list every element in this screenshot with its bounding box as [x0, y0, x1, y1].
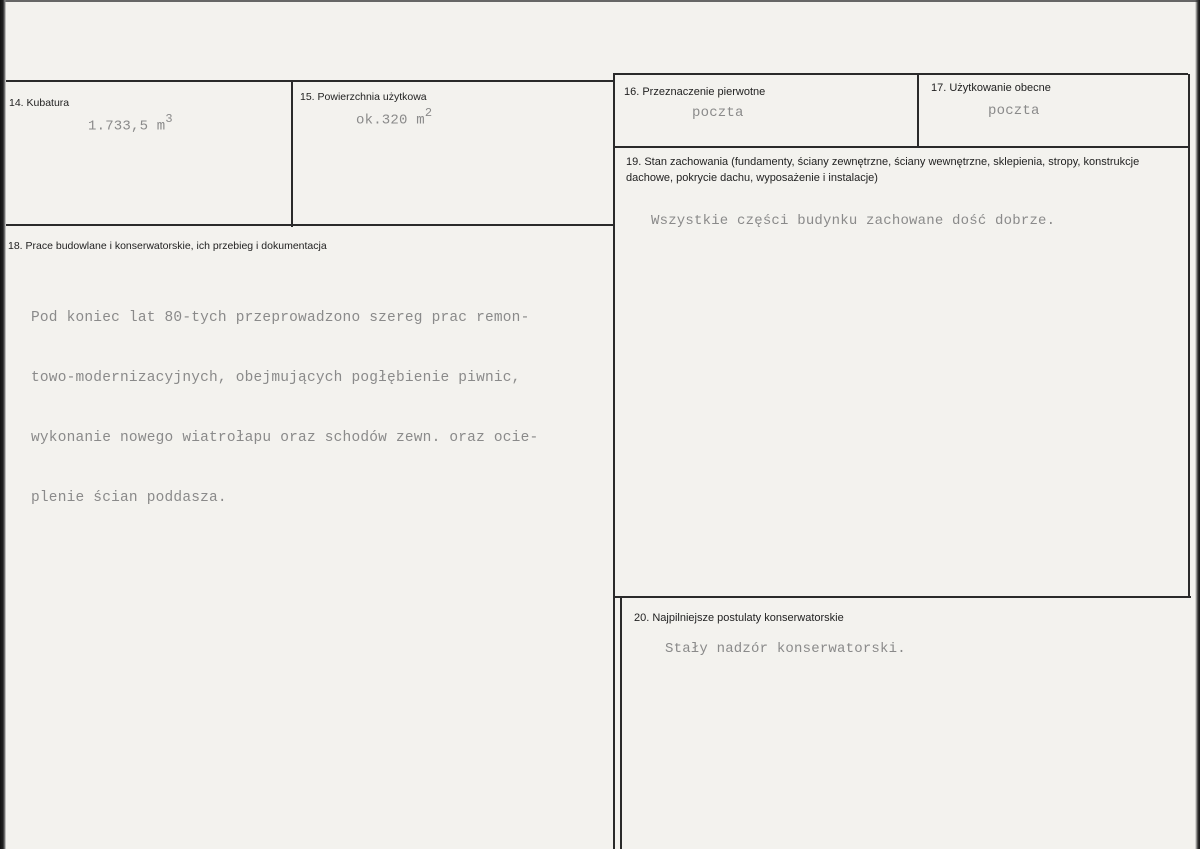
field-15-label: 15. Powierzchnia użytkowa [300, 91, 427, 103]
field-19-value: Wszystkie części budynku zachowane dość dobrze. [651, 213, 1056, 229]
field-15-unit-sup: 2 [424, 106, 433, 120]
field-18-line: towo-modernizacyjnych, obejmujących pogłębienie piwnic, [31, 370, 521, 386]
field-15-value-text: ok.320 m [356, 112, 425, 129]
row-top-line-left [6, 80, 613, 82]
row-19-top-line [613, 146, 1189, 148]
field-14-unit-sup: 3 [165, 112, 173, 126]
field-16-value: poczta [692, 105, 744, 121]
field-19-label: 19. Stan zachowania (fundamenty, ściany zewnętrzne, ściany wewnętrzne, sklepienia, stropy, konstrukcje dachowe, pokrycie dachu, wyposażenie i instalacje) [626, 156, 1140, 184]
field-18-label: 18. Prace budowlane i konserwatorskie, ich przebieg i dokumentacja [8, 240, 327, 252]
row-top-line-right [613, 73, 1188, 75]
field-15-value [356, 108, 432, 129]
field-18-line: plenie ścian poddasza. [31, 490, 227, 506]
field-16-label: 16. Przeznaczenie pierwotne [624, 86, 766, 98]
field-17-label: 17. Użytkowanie obecne [931, 82, 1051, 94]
right-edge-shadow [1195, 0, 1200, 849]
field-14-value-text: 1.733,5 m [88, 118, 166, 135]
divider-14-15 [291, 81, 293, 227]
field-17-value: poczta [988, 103, 1040, 119]
field-18-text [31, 268, 538, 548]
field-18-line: Pod koniec lat 80-tych przeprowadzono szereg prac remon- [31, 310, 530, 326]
divider-16-17 [917, 74, 919, 148]
field-14-label: 14. Kubatura [9, 97, 70, 109]
field-20-label: 20. Najpilniejsze postulaty konserwatorskie [634, 612, 844, 624]
left-edge-shadow [0, 0, 6, 849]
right-border [1188, 74, 1190, 598]
field-14-value [88, 114, 173, 135]
row-20-top-line [613, 596, 1191, 598]
box-20-left-border [620, 598, 622, 849]
field-20-value: Stały nadzór konserwatorski. [665, 641, 906, 657]
top-edge [0, 0, 1200, 2]
row-18-top-line [6, 224, 615, 226]
center-divider [613, 74, 615, 849]
field-18-line: wykonanie nowego wiatrołapu oraz schodów zewn. oraz ocie- [31, 430, 539, 446]
